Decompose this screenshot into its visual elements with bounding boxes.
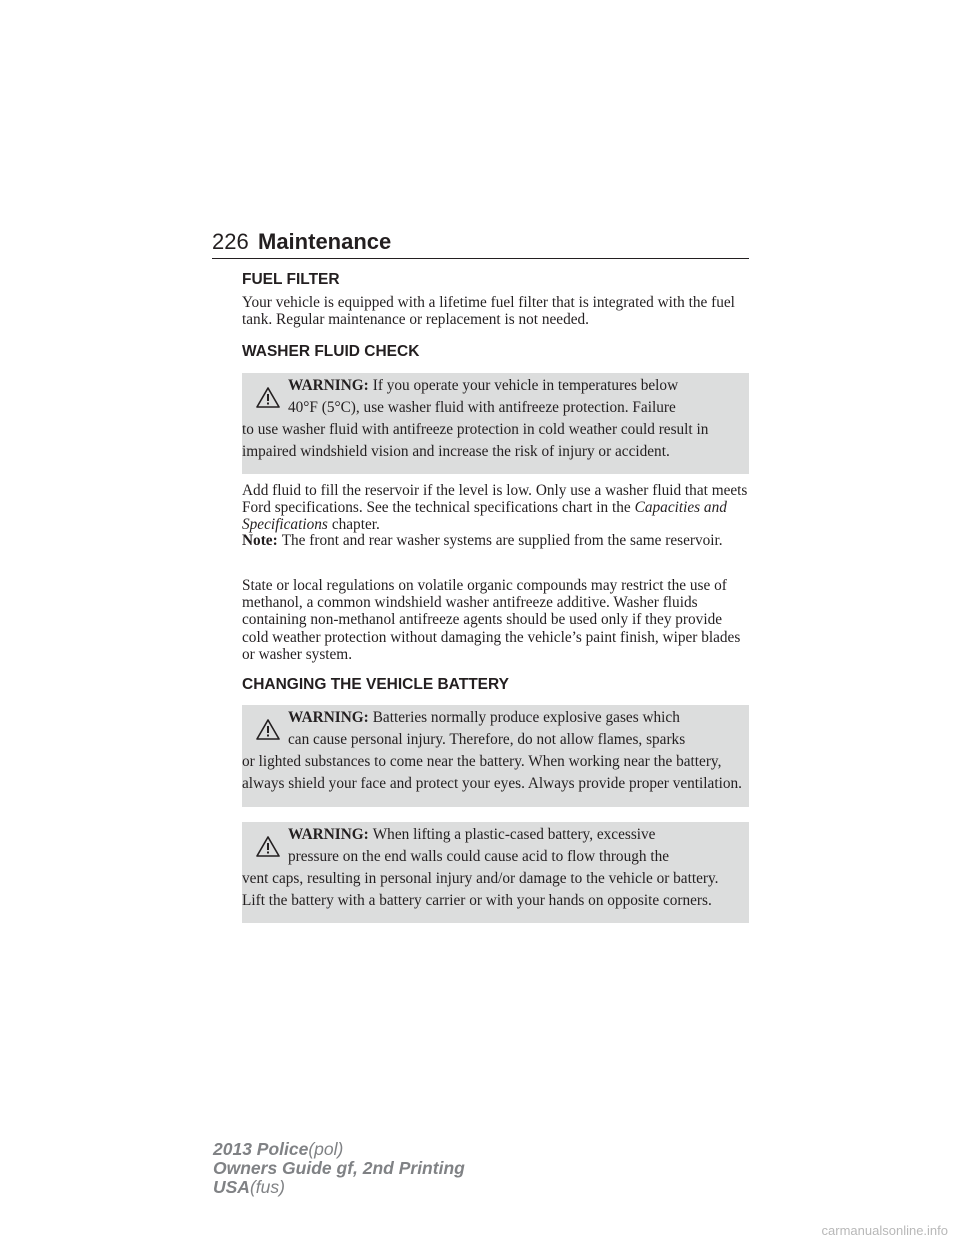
washer-note [242,532,752,549]
warning-triangle-icon [256,719,280,740]
battery-heading: CHANGING THE VEHICLE BATTERY [242,676,509,693]
warning-line1: Batteries normally produce explosive gases which [372,709,680,726]
page-number: 226 [212,229,249,254]
warning-rest: to use washer fluid with antifreeze protection in cold weather could result in impaired windshield vision and increase the risk of injury or accident. [242,421,709,460]
warning-line2: 40°F (5°C), use washer fluid with antifreeze protection. Failure [288,399,676,416]
warning-label: WARNING: [288,377,369,394]
warning-line1: When lifting a plastic-cased battery, excessive [372,826,656,843]
warning-rest: or lighted substances to come near the battery. When working near the battery, always shield your face and protect your eyes. Always provide proper ventilation. [242,753,742,792]
regulations-para: State or local regulations on volatile organic compounds may restrict the use of methanol, a common windshield washer antifreeze additive. Washer fluids containing non-methanol antifreeze agents should be used only if they provide cold weather protection without damaging the vehicle’s paint finish, wiper blades or washer system. [242,577,741,663]
fuel-filter-body: Your vehicle is equipped with a lifetime fuel filter that is integrated with the fuel tank. Regular maintenance or replacement is not needed. [242,294,735,329]
washer-fluid-para [242,482,752,534]
warning-label: WARNING: [288,709,369,726]
footer-market: USA [213,1177,250,1197]
footer-guide: Owners Guide gf, 2nd Printing [213,1158,465,1178]
warning-triangle-icon [256,387,280,408]
battery-warning-1 [242,705,749,807]
warning-line2: pressure on the end walls could cause acid to flow through the [288,848,670,865]
specs-chapter-ref: Capacities and Specifications [242,499,727,534]
warning-rest: vent caps, resulting in personal injury and/or damage to the vehicle or battery. Lift the battery with a battery carrier or with your hands on opposite corners. [242,870,719,909]
footer-model: 2013 Police [213,1139,309,1159]
fuel-filter-heading: FUEL FILTER [242,271,340,288]
warning-triangle-icon [256,836,280,857]
warning-line2: can cause personal injury. Therefore, do not allow flames, sparks [288,731,686,748]
page-footer [213,1140,465,1197]
note-text: The front and rear washer systems are supplied from the same reservoir. [281,532,723,549]
footer-market-code: (fus) [249,1177,285,1197]
washer-fluid-warning [242,373,749,474]
footer-model-code: (pol) [308,1139,344,1159]
page-header [212,228,749,259]
warning-label: WARNING: [288,826,369,843]
battery-warning-2 [242,822,749,923]
section-title: Maintenance [258,229,392,254]
washer-fluid-para-end: chapter. [331,516,380,534]
note-label: Note: [242,532,278,549]
watermark: carmanualsonline.info [821,1223,948,1238]
washer-fluid-para-text: Add fluid to fill the reservoir if the level is low. Only use a washer fluid that meets Ford specifications. See the technical specifications chart in the [242,482,748,517]
warning-line1: If you operate your vehicle in temperatures below [372,377,679,394]
washer-fluid-heading: WASHER FLUID CHECK [242,343,420,360]
